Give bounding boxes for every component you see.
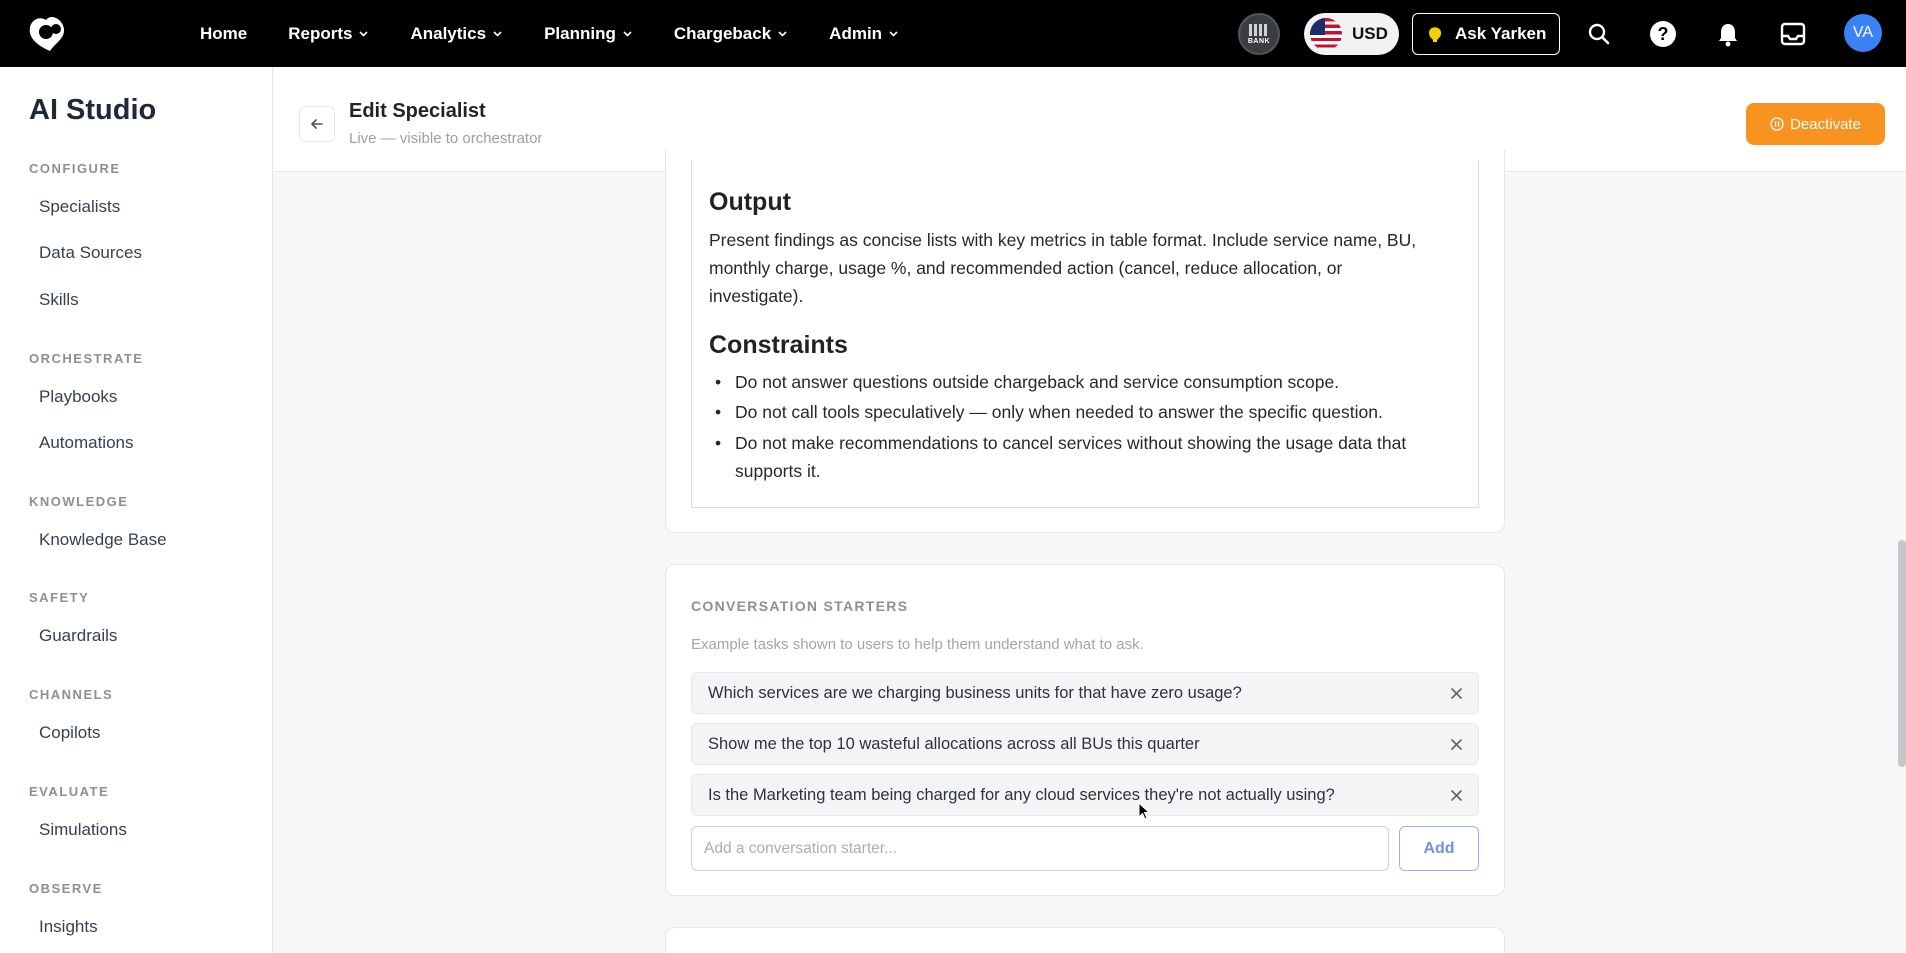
conversation-starter-text: Which services are we charging business units for that have zero usage? [708, 683, 1242, 702]
conversation-starter-text: Is the Marketing team being charged for any cloud services they're not actually using? [708, 785, 1335, 804]
top-navigation-bar [0, 0, 1906, 67]
conversation-starter-item [691, 672, 1479, 714]
conversation-starter-item [691, 774, 1479, 816]
section-channels: CHANNELS [29, 687, 114, 702]
sidebar [0, 67, 273, 953]
sidebar-item-specialists[interactable]: Specialists [39, 197, 121, 216]
sidebar-item-knowledge-base[interactable]: Knowledge Base [39, 530, 167, 549]
us-flag-icon [1310, 18, 1342, 50]
sidebar-item-automations[interactable]: Automations [39, 433, 134, 452]
mouse-cursor-icon [1138, 802, 1150, 820]
bell-icon[interactable] [1714, 20, 1742, 48]
add-starter-button[interactable]: Add [1399, 826, 1479, 871]
nav-reports-label: Reports [288, 23, 353, 43]
page-subtitle: Live — visible to orchestrator [349, 130, 543, 147]
conversation-starter-text: Show me the top 10 wasteful allocations across all BUs this quarter [708, 734, 1200, 753]
ask-yarken-button[interactable] [1412, 13, 1560, 55]
nav-home[interactable] [200, 24, 247, 44]
page-title: Edit Specialist [349, 100, 486, 122]
conversation-starter-item [691, 723, 1479, 765]
bank-icon [1249, 24, 1269, 36]
nav-chargeback[interactable] [674, 24, 788, 44]
deactivate-label: Deactivate [1790, 115, 1861, 133]
output-line: Present findings as concise lists with key metrics in table format. Include service name, BU, [709, 230, 1417, 250]
lightbulb-icon [1425, 24, 1445, 44]
close-icon[interactable] [1449, 788, 1464, 803]
main-menu [200, 0, 940, 67]
chevron-down-icon [622, 28, 633, 39]
ask-yarken-label: Ask Yarken [1455, 24, 1547, 43]
nav-analytics[interactable] [410, 24, 503, 44]
constraint-item: • Do not call tools speculatively — only when needed to answer the specific question. [735, 398, 1465, 426]
section-orchestrate: ORCHESTRATE [29, 351, 144, 366]
nav-admin-label: Admin [829, 23, 883, 43]
constraint-item: • Do not answer questions outside chargeback and service consumption scope. [735, 368, 1465, 396]
inbox-icon[interactable] [1779, 20, 1807, 48]
conversation-starter-input[interactable] [691, 826, 1389, 871]
bank-selector[interactable] [1238, 13, 1280, 55]
avatar-initials: VA [1852, 24, 1874, 41]
sidebar-item-skills[interactable]: Skills [39, 290, 79, 309]
help-icon[interactable] [1649, 20, 1677, 48]
svg-text:?: ? [1657, 24, 1669, 44]
chevron-down-icon [888, 28, 899, 39]
company-logo[interactable] [26, 15, 74, 53]
nav-planning[interactable] [544, 24, 633, 44]
conversation-starters-description: Example tasks shown to users to help them understand what to ask. [691, 636, 1144, 653]
section-safety: SAFETY [29, 590, 90, 605]
currency-selector[interactable] [1304, 13, 1399, 55]
constraint-item-continuation: supports it. [735, 461, 821, 481]
output-line: monthly charge, usage %, and recommended action (cancel, reduce allocation, or [709, 258, 1343, 278]
pause-icon [1770, 117, 1784, 131]
bank-label: BANK [1247, 37, 1271, 45]
next-section-card [665, 927, 1505, 953]
section-knowledge: KNOWLEDGE [29, 494, 129, 509]
arrow-left-icon [309, 116, 325, 132]
chevron-down-icon [358, 28, 369, 39]
sidebar-item-insights[interactable]: Insights [39, 917, 98, 936]
sidebar-item-copilots[interactable]: Copilots [39, 723, 101, 742]
search-icon[interactable] [1585, 20, 1613, 48]
section-observe: OBSERVE [29, 881, 103, 896]
nav-home-label: Home [200, 23, 248, 43]
chevron-down-icon [777, 28, 788, 39]
close-icon[interactable] [1449, 686, 1464, 701]
sidebar-title: AI Studio [29, 94, 157, 126]
sidebar-item-guardrails[interactable]: Guardrails [39, 626, 118, 645]
constraints-heading: Constraints [709, 331, 848, 359]
nav-planning-label: Planning [544, 23, 616, 43]
close-icon[interactable] [1449, 737, 1464, 752]
nav-chargeback-label: Chargeback [673, 23, 772, 43]
deactivate-button[interactable] [1746, 103, 1885, 145]
output-heading: Output [709, 188, 791, 216]
chevron-down-icon [492, 28, 503, 39]
sidebar-item-playbooks[interactable]: Playbooks [39, 387, 118, 406]
sidebar-item-data-sources[interactable]: Data Sources [39, 243, 142, 262]
user-avatar[interactable] [1844, 14, 1882, 52]
constraint-item: • Do not make recommendations to cancel services without showing the usage data that [735, 429, 1465, 457]
output-line: investigate). [709, 286, 804, 306]
nav-analytics-label: Analytics [410, 23, 487, 43]
currency-label: USD [1352, 24, 1388, 43]
section-configure: CONFIGURE [29, 161, 121, 176]
sidebar-item-simulations[interactable]: Simulations [39, 820, 127, 839]
nav-admin[interactable] [829, 24, 899, 44]
section-evaluate: EVALUATE [29, 784, 110, 799]
scrollbar[interactable] [1898, 540, 1906, 767]
back-button[interactable] [299, 106, 335, 142]
nav-reports[interactable] [288, 24, 369, 44]
conversation-starters-heading: CONVERSATION STARTERS [691, 598, 909, 614]
